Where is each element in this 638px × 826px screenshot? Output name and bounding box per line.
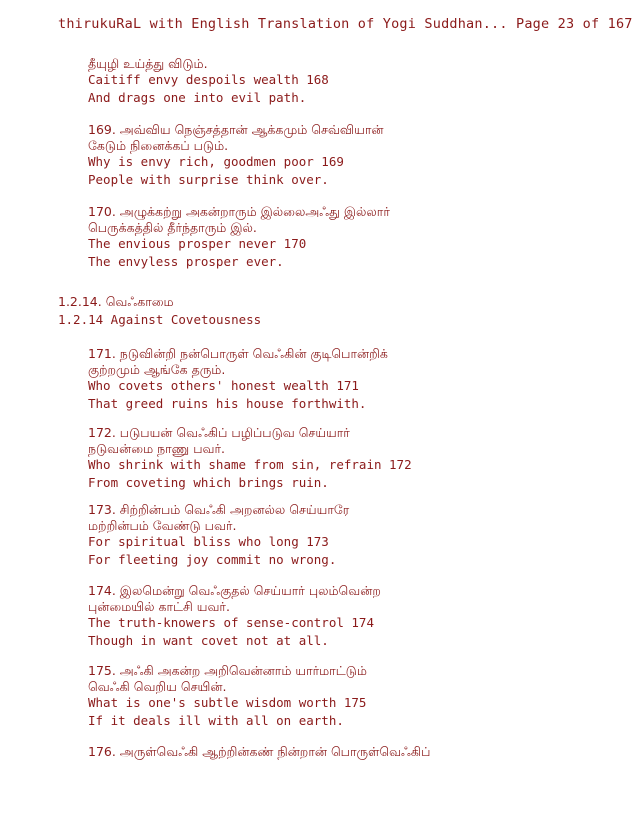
kural-line-english: People with surprise think over. bbox=[88, 172, 329, 187]
kural-line-english: Caitiff envy despoils wealth 168 bbox=[88, 72, 329, 87]
kural-line-tamil: நடுவன்மை நாணு பவர். bbox=[88, 441, 225, 456]
section-heading-tamil: 1.2.14. வெஃகாமை bbox=[58, 294, 174, 309]
kural-line-tamil: குற்றமும் ஆங்கே தரும். bbox=[88, 362, 226, 377]
section-heading-english: 1.2.14 Against Covetousness bbox=[58, 312, 262, 327]
kural-line-english: If it deals ill with all on earth. bbox=[88, 713, 344, 728]
kural-line-tamil: மற்றின்பம் வேண்டு பவர். bbox=[88, 518, 237, 533]
kural-line-english: The envious prosper never 170 bbox=[88, 236, 307, 251]
kural-line-english: Who shrink with shame from sin, refrain 172 bbox=[88, 457, 412, 472]
kural-line-tamil: பெருக்கத்தில் தீர்ந்தாரும் இல். bbox=[88, 220, 257, 235]
page-header: thirukuRaL with English Translation of Yogi Suddhan... Page 23 of 167 bbox=[58, 16, 633, 32]
kural-line-tamil: 169. அவ்விய நெஞ்சத்தான் ஆக்கமும் செவ்வியான் bbox=[88, 122, 384, 137]
kural-line-tamil: தீயுழி உய்த்து விடும். bbox=[88, 56, 208, 71]
kural-line-english: The envyless prosper ever. bbox=[88, 254, 284, 269]
kural-line-english: And drags one into evil path. bbox=[88, 90, 307, 105]
kural-line-tamil: கேடும் நினைக்கப் படும். bbox=[88, 138, 229, 153]
kural-line-english: The truth-knowers of sense-control 174 bbox=[88, 615, 374, 630]
kural-line-english: Who covets others' honest wealth 171 bbox=[88, 378, 359, 393]
kural-line-english: From coveting which brings ruin. bbox=[88, 475, 329, 490]
kural-line-tamil: 174. இலமென்று வெஃகுதல் செய்யார் புலம்வென்ற bbox=[88, 583, 381, 598]
kural-line-english: Why is envy rich, goodmen poor 169 bbox=[88, 154, 344, 169]
kural-line-tamil: 176. அருள்வெஃகி ஆற்றின்கண் நின்றான் பொருள்வெஃகிப் bbox=[88, 744, 431, 759]
kural-line-english: For spiritual bliss who long 173 bbox=[88, 534, 329, 549]
kural-line-english: That greed ruins his house forthwith. bbox=[88, 396, 367, 411]
kural-line-tamil: 172. படுபயன் வெஃகிப் பழிப்படுவ செய்யார் bbox=[88, 425, 350, 440]
kural-line-tamil: 173. சிற்றின்பம் வெஃகி அறனல்ல செய்யாரே bbox=[88, 502, 350, 517]
kural-line-tamil: 175. அஃகி அகன்ற அறிவென்னாம் யார்மாட்டும் bbox=[88, 663, 367, 678]
kural-line-english: Though in want covet not at all. bbox=[88, 633, 329, 648]
kural-line-tamil: 170. அழுக்கற்று அகன்றாரும் இல்லைஅஃது இல்லார் bbox=[88, 204, 390, 219]
kural-line-tamil: வெஃகி வெறிய செயின். bbox=[88, 679, 227, 694]
kural-line-english: For fleeting joy commit no wrong. bbox=[88, 552, 337, 567]
kural-line-english: What is one's subtle wisdom worth 175 bbox=[88, 695, 367, 710]
kural-line-tamil: 171. நடுவின்றி நன்பொருள் வெஃகின் குடிபொன்றிக் bbox=[88, 346, 388, 361]
kural-line-tamil: புன்மையில் காட்சி யவர். bbox=[88, 599, 230, 614]
